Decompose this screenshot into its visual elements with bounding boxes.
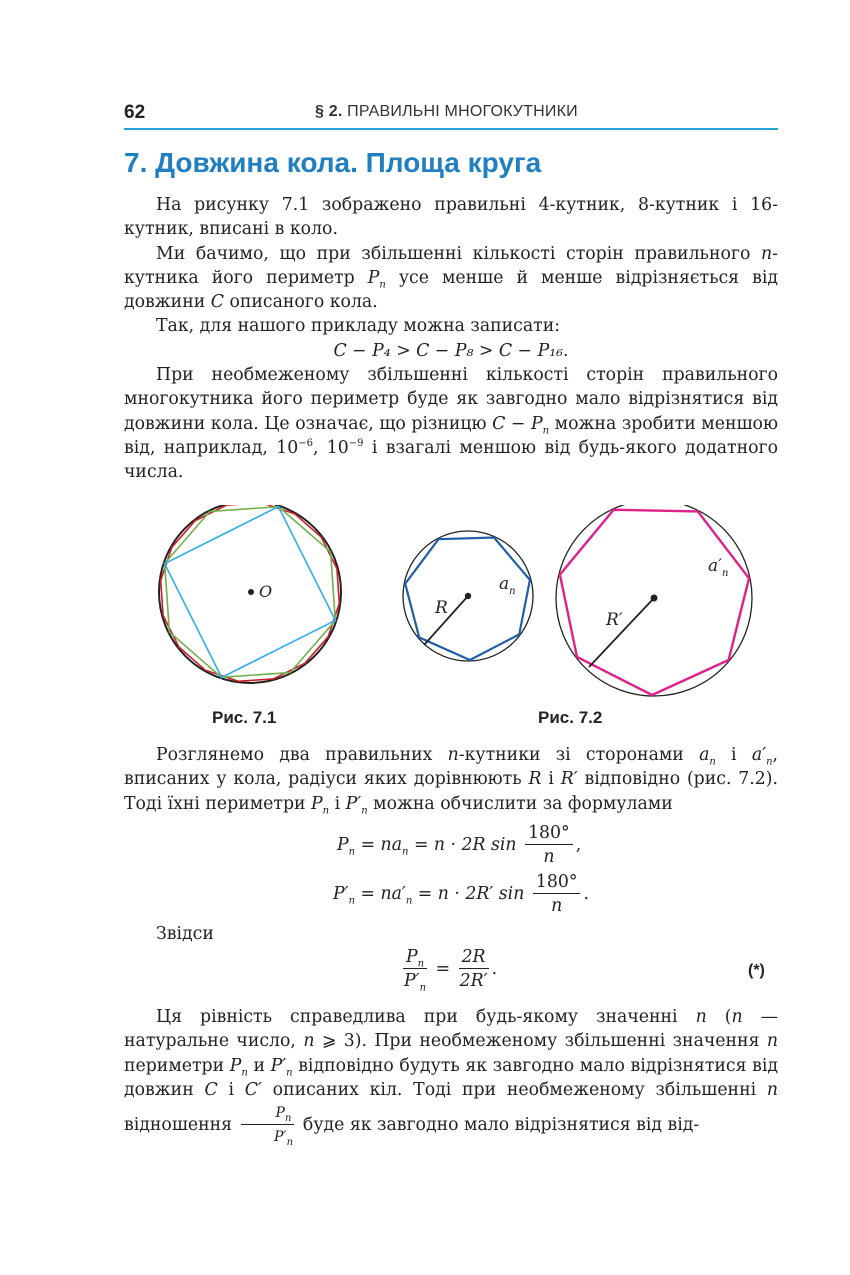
paragraph-2: Ми бачимо, що при збільшенні кількості сторін правильного n-кутника його периметр $P_n$ усе менше й менше відрізняється від довжини C описаного кола. [124, 243, 778, 313]
equation-label: (*) [748, 962, 765, 979]
heptagon-right [560, 510, 749, 695]
figure-7-1 [159, 505, 341, 683]
figures [150, 505, 770, 705]
paragraph-1: На рисунку 7.1 зображено правильні 4-кутник, 8-кутник і 16-кутник, вписані в коло. [124, 195, 778, 240]
caption-7-2: Рис. 7.2 [538, 708, 603, 727]
formula-ratio: $\frac{P_n}{P'_n}$ = $\frac{2R}{2R'}$ . [404, 947, 498, 994]
intro-text [124, 193, 778, 485]
paragraph-3: Так, для нашого прикладу можна записати: [156, 316, 561, 337]
caption-7-1: Рис. 7.1 [212, 708, 277, 727]
center-right [651, 595, 658, 602]
radius-right-label: R′ [606, 610, 623, 630]
radius-right [589, 598, 654, 667]
inequality: C − P₄ > C − P₈ > C − P₁₆. [333, 340, 569, 361]
center-left [465, 593, 471, 599]
formula-perimeter-2: $P'_n = na'_n = n \cdot 2R'$ sin $\frac{180^\circ}{n}$ . [333, 872, 589, 916]
running-head [315, 103, 578, 121]
figure-7-2-left [403, 531, 533, 661]
zvidsy-text: Звідси [156, 924, 214, 944]
paragraph-4: При необмеженому збільшенні кількості сторін правильного многокутника його периметр буде як завгодно мало відрізнятися від довжини кола. Це означає, що різницю $C - P_n$ можна зробити меншою від, наприклад, $10^{-6}$, $10^{-9}$ і взагалі меншою від будь-якого додатного числа. [124, 365, 778, 483]
section-title: ПРАВИЛЬНІ МНОГОКУТНИКИ [347, 103, 578, 120]
section-mark: § 2. [315, 103, 343, 120]
body-text-3 [124, 1005, 778, 1149]
side-right-label: $a'_n$ [708, 556, 729, 579]
page-number: 62 [124, 102, 146, 123]
center-label-o: O [259, 582, 273, 601]
center-point-o [248, 589, 254, 595]
radius-left-label: R [435, 598, 448, 618]
body-text-2 [124, 743, 778, 816]
paragraph-6: Ця рівність справедлива при будь-якому значенні n (n — натуральне число, n ⩾ 3). При необмеженому збільшенні значення n периметри $P_n$ и $P'_n$ відповідно будуть як завгодно мало відрізнятися від довжин C і C′ описаних кіл. Тоді при необмеженому збільшенні n відношення $\frac{P_n}{P'_n}$ буде як завгодно мало відрізнятися від від- [124, 1007, 779, 1148]
figure-7-2-right [556, 505, 752, 696]
formula-perimeter-1: $P_n = na_n = n \cdot 2R$ sin $\frac{180^\circ}{n}$ , [337, 823, 582, 867]
side-left-label: $a_n$ [499, 574, 516, 597]
page-header [124, 100, 778, 130]
paragraph-5: Розглянемо два правильних n-кутники зі сторонами $a_n$ і $a'_n$, вписаних у кола, радіуси яких дорівнюють R і R′ відповідно (рис. 7.2). Тоді їхні периметри $P_n$ і $P'_n$ можна обчислити за формулами [124, 745, 779, 817]
page-title: 7. Довжина кола. Площа круга [124, 147, 542, 178]
